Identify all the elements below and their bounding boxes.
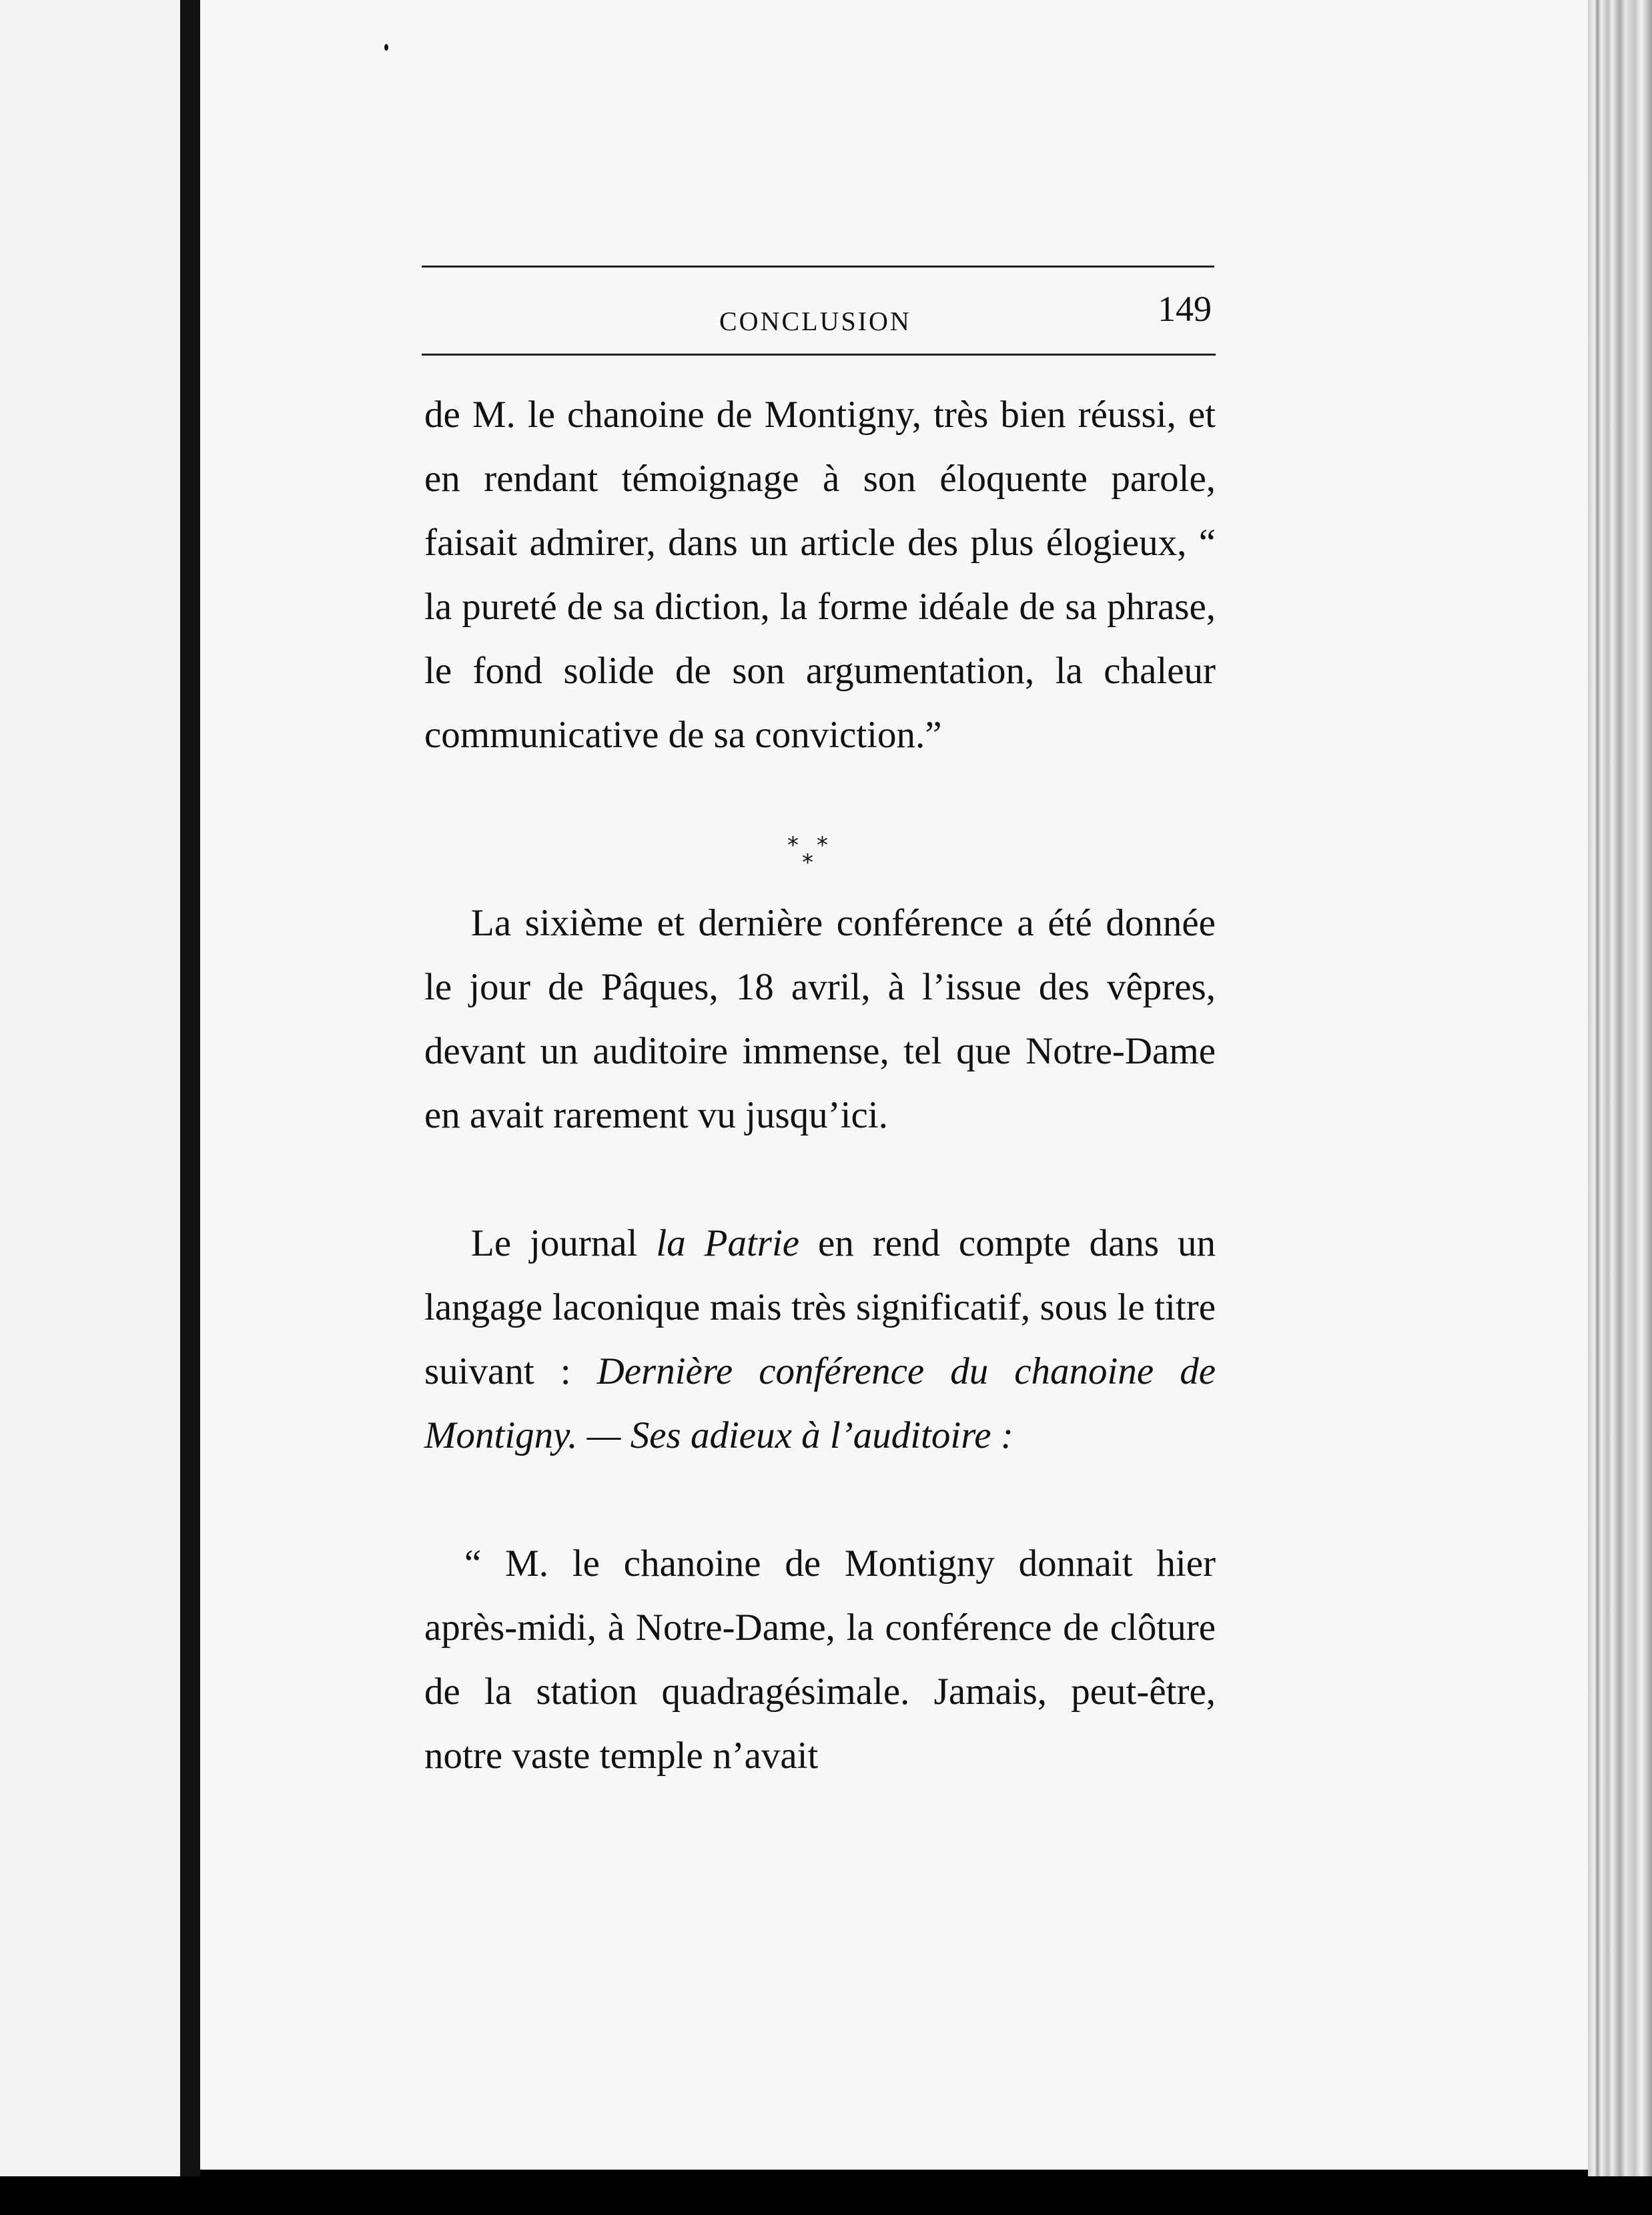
header-rule-bottom [422, 354, 1216, 356]
asterisk-glyph: * [817, 832, 828, 859]
page-number: 149 [1158, 289, 1212, 329]
header-rule-top [422, 266, 1214, 268]
asterisk-glyph: * [802, 849, 813, 876]
page-edges [1588, 0, 1652, 2176]
book-gutter [180, 0, 200, 2176]
section-separator-asterism [787, 834, 841, 887]
facing-page-edge [0, 0, 180, 2176]
scan-border [0, 2176, 1652, 2215]
paragraph-quotation: “ M. le chanoine de Montigny donnait hier après-midi, à Notre-Dame, la conférence de clôture de la station quadragésimale. Jamais, peut-être, notre vaste temple n’avait [424, 1542, 1216, 1777]
paragraph-sixth-conference: La sixième et dernière conférence a été donnée le jour de Pâques, 18 avril, à l’issue des vêpres, devant un auditoire immense, tel que Notre-Dame en avait rarement vu jusqu’ici. [424, 902, 1216, 1136]
paragraph-text: en rend compte dans un langage laconique mais très significatif, sous le titre suivant : [424, 1222, 1216, 1392]
paragraph-journal-report [424, 1212, 1216, 1468]
paragraph-continuation: de M. le chanoine de Montigny, très bien réussi, et en rendant témoignage à son éloquente parole, faisait admirer, dans un article des plus élogieux, “ la pureté de sa diction, la forme idéale de sa phrase, le fond solide de son argumentation, la chaleur communicative de sa conviction.” [424, 394, 1216, 756]
asterisk-glyph: * [787, 832, 799, 859]
running-head: CONCLUSION [719, 306, 911, 336]
article-title: Dernière conférence du chanoine de Montigny. — Ses adieux à l’auditoire : [424, 1350, 1216, 1456]
journal-name: la Patrie [656, 1222, 800, 1264]
ink-speck [384, 44, 388, 51]
paragraph-text: Le journal [471, 1222, 657, 1264]
